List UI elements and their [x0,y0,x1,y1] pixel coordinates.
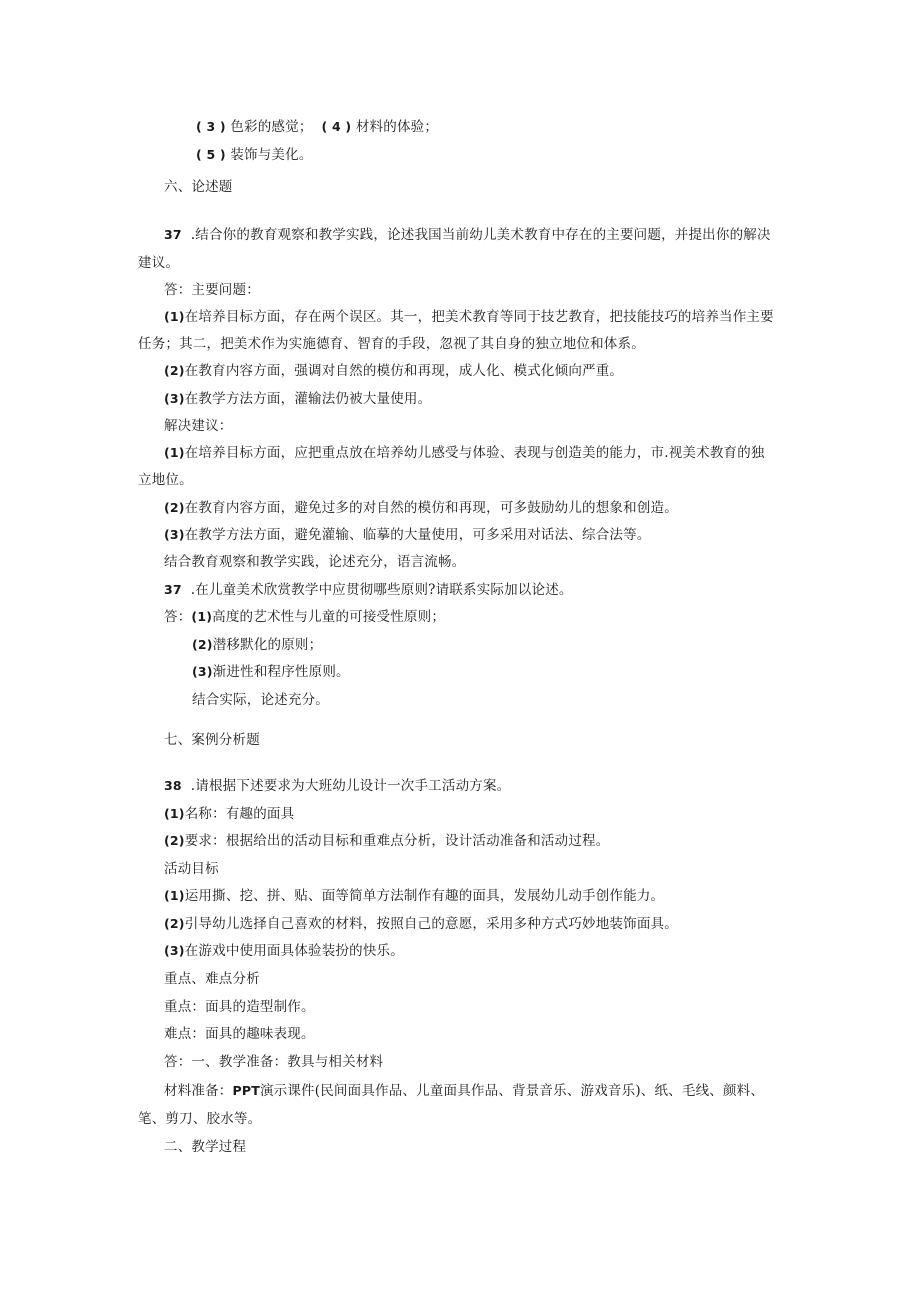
text-line: 结合教育观察和教学实践，论述充分，语言流畅。 [164,554,466,570]
list-line: ( 5 ) 装饰与美化。 [196,147,313,163]
text-line: 难点：面具的趣味表现。 [164,1026,315,1042]
text-line: (1)在培养目标方面，存在两个误区。其一，把美术教育等同于技艺教育，把技能技巧的培养当作主要 [164,309,774,325]
text-line: (2)潜移默化的原则； [192,637,323,653]
text-line: (2)在教育内容方面，强调对自然的模仿和再现，成人化、模式化倾向严重。 [164,363,624,379]
question-37b: 37 .在儿童美术欣赏教学中应贯彻哪些原则?请联系实际加以论述。 [164,582,573,598]
text-line: (2)要求：根据给出的活动目标和重难点分析，设计活动准备和活动过程。 [164,833,610,849]
text-line: 答：主要问题： [164,282,260,298]
text-line: 结合实际，论述充分。 [192,692,329,708]
text-line: (3)在教学方法方面，避免灌输、临摹的大量使用，可多采用对话法、综合法等。 [164,527,651,543]
section-heading: 七、案例分析题 [164,732,260,748]
text-line: 重点：面具的造型制作。 [164,999,315,1015]
section-heading: 六、论述题 [164,179,233,195]
text-line: (2)引导幼儿选择自己喜欢的材料，按照自己的意愿，采用多种方式巧妙地装饰面具。 [164,916,678,932]
list-line: ( 3 ) 色彩的感觉； ( 4 ) 材料的体验； [196,119,439,135]
text-line: (2)在教育内容方面，避免过多的对自然的模仿和再现，可多鼓励幼儿的想象和创造。 [164,500,678,516]
text-line: 立地位。 [138,472,193,488]
text-line: (3)在教学方法方面，灌输法仍被大量使用。 [164,391,432,407]
text-line: 笔、剪刀、胶水等。 [138,1111,262,1127]
text-line: (1)名称：有趣的面具 [164,806,295,822]
question-38: 38 .请根据下述要求为大班幼儿设计一次手工活动方案。 [164,778,511,794]
text-line: 活动目标 [164,861,219,877]
text-line: (1)运用撕、挖、拼、贴、面等简单方法制作有趣的面具，发展幼儿动手创作能力。 [164,888,665,904]
text-line: 任务；其二，把美术作为实施德育、智育的手段，忽视了其自身的独立地位和体系。 [138,336,645,352]
text-line: 答：一、教学准备：教具与相关材料 [164,1054,384,1070]
question-37: 37 .结合你的教育观察和教学实践，论述我国当前幼儿美术教育中存在的主要问题，并提出你的解决 [164,227,771,243]
text-line: (3)在游戏中使用面具体验装扮的快乐。 [164,943,404,959]
text-line: 答：(1)高度的艺术性与儿童的可接受性原则； [164,609,446,625]
text-line: 建议。 [138,255,180,271]
text-line: (3)渐进性和程序性原则。 [192,664,350,680]
text-line: (1)在培养目标方面，应把重点放在培养幼儿感受与体验、表现与创造美的能力，市.视美术教育的独 [164,445,765,461]
text-line: 重点、难点分析 [164,971,260,987]
text-line: 材料准备：PPT演示课件(民间面具作品、儿童面具作品、背景音乐、游戏音乐)、纸、毛线、颜料、 [164,1083,765,1099]
text-line: 解决建议： [164,418,233,434]
text-line: 二、教学过程 [164,1139,247,1155]
